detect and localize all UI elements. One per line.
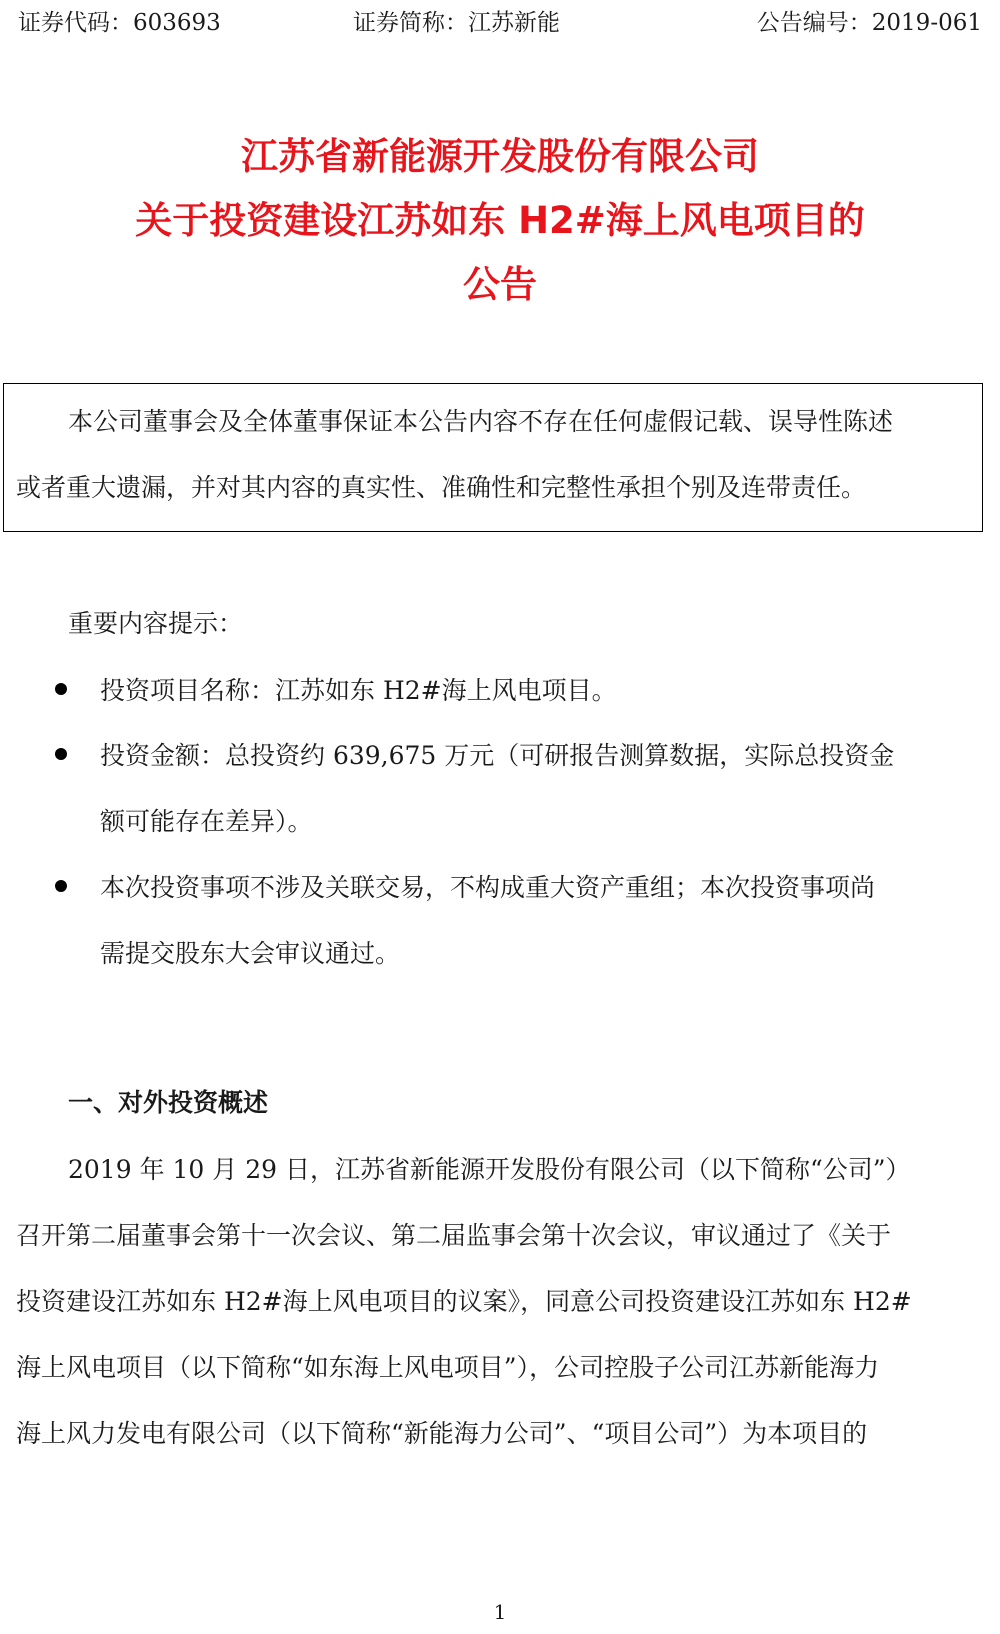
- document-header: [18, 4, 982, 38]
- highlight-item-2-line-1: 投资金额：总投资约 639,675 万元（可研报告测算数据，实际总投资金: [100, 741, 895, 770]
- stock-code: 证券代码：603693: [18, 10, 221, 36]
- section-line-5: 海上风力发电有限公司（以下简称“新能海力公司”、“项目公司”）为本项目的: [16, 1419, 868, 1448]
- bullet-icon: [55, 880, 67, 892]
- title-line-1: 江苏省新能源开发股份有限公司: [241, 135, 759, 178]
- page-number: 1: [493, 1600, 507, 1624]
- highlights-label: 重要内容提示：: [68, 609, 244, 638]
- highlight-item-3-line-1: 本次投资事项不涉及关联交易，不构成重大资产重组；本次投资事项尚: [100, 873, 876, 902]
- bullet-icon: [55, 748, 67, 760]
- stock-name: 证券简称：江苏新能: [353, 10, 560, 36]
- highlight-item-2-line-2: 额可能存在差异）。: [100, 807, 313, 836]
- bullet-icon: [55, 683, 67, 695]
- section-heading: 一、对外投资概述: [68, 1088, 269, 1117]
- highlight-item-3-line-2: 需提交股东大会审议通过。: [100, 939, 401, 968]
- section-line-4: 海上风电项目（以下简称“如东海上风电项目”），公司控股子公司江苏新能海力: [16, 1353, 880, 1382]
- title-line-2: 关于投资建设江苏如东 H2#海上风电项目的: [135, 199, 865, 242]
- section-line-3: 投资建设江苏如东 H2#海上风电项目的议案》，同意公司投资建设江苏如东 H2#: [16, 1287, 912, 1316]
- highlight-item-1: 投资项目名称：江苏如东 H2#海上风电项目。: [100, 676, 617, 705]
- notice-number: 公告编号：2019-061: [756, 10, 982, 36]
- section-line-2: 召开第二届董事会第十一次会议、第二届监事会第十次会议，审议通过了《关于: [16, 1221, 892, 1250]
- title-line-3: 公告: [463, 263, 537, 306]
- statement-line-1: 本公司董事会及全体董事保证本公告内容不存在任何虚假记载、误导性陈述: [68, 407, 894, 436]
- statement-line-2: 或者重大遗漏，并对其内容的真实性、准确性和完整性承担个别及连带责任。: [16, 473, 867, 502]
- section-line-1: 2019 年 10 月 29 日，江苏省新能源开发股份有限公司（以下简称“公司”）: [68, 1155, 911, 1184]
